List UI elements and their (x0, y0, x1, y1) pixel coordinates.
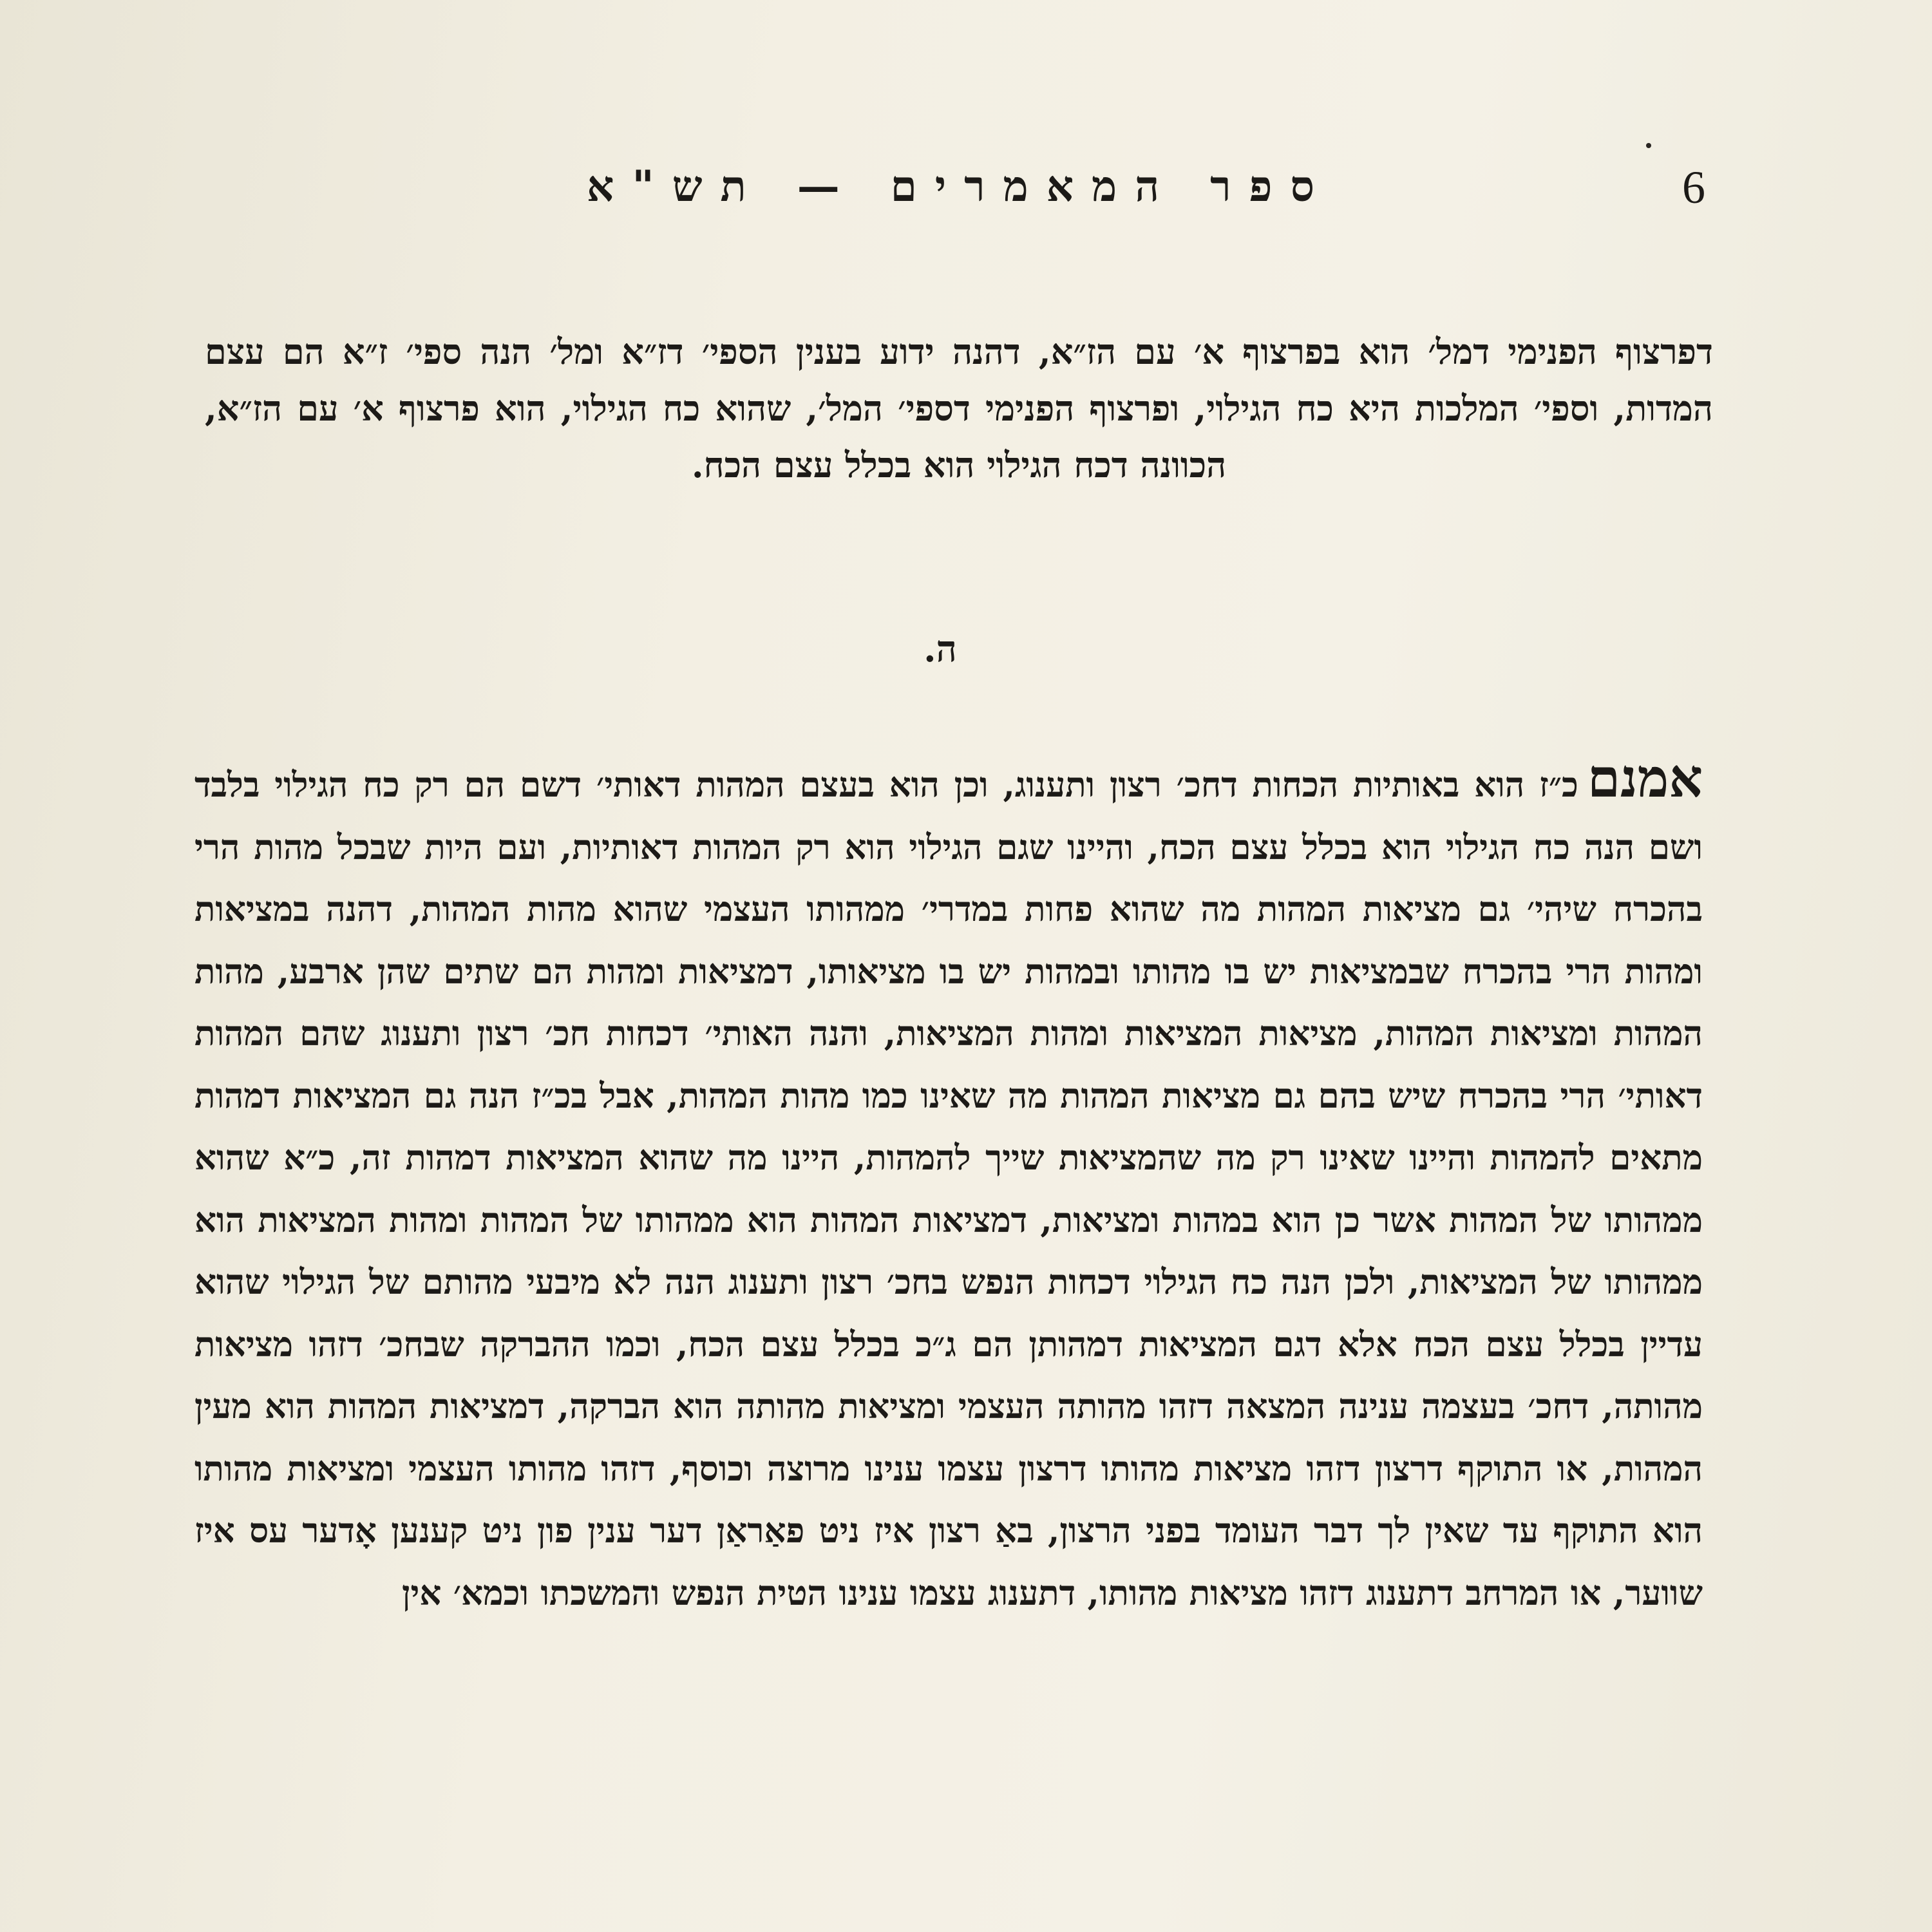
section-body-text: כ״ז הוא באותיות הכחות דחכ׳ רצון ותענוג, וכן הוא בעצם המהות דאותי׳ דשם הם רק כח הגילוי בלבד ושם הנה כח הגילוי הוא בכלל עצם הכח, והיינו שגם הגילוי הוא רק המהות דאותיות, ועם היות שבכל מהות הרי בהכרח שיהי׳ גם מציאות המהות מה שהוא פחות במדרי׳ ממהותו העצמי שהוא מהות המהות, דהנה במציאות ומהות הרי בהכרח שבמציאות יש בו מהותו ובמהות יש בו מציאותו, דמציאות ומהות הם שתים שהן ארבע, מהות המהות ומציאות המהות, מציאות המציאות ומהות המציאות, והנה האותי׳ דכחות חכ׳ רצון ותענוג שהם המהות דאותי׳ הרי בהכרח שיש בהם גם מציאות המהות מה שאינו כמו מהות המהות, אבל בכ״ז הנה גם המציאות דמהות מתאים להמהות והיינו שאינו רק מה שהמציאות שייך להמהות, היינו מה שהוא המציאות דמהות זה, כ״א שהוא ממהותו של המהות אשר כן הוא במהות ומציאות, דמציאות המהות הוא ממהותו של המהות ומהות המציאות הוא ממהותו של המציאות, ולכן הנה כח הגילוי דכחות הנפש בחכ׳ רצון ותענוג הנה לא מיבעי מהותם של הגילוי שהוא עדיין בכלל עצם הכח אלא דגם המציאות דמהותן הם ג״כ בכלל עצם הכח, וכמו ההברקה שבחכ׳ דזהו מציאות מהותה, דחכ׳ בעצמה ענינה המצאה דזהו מהותה העצמי ומציאות מהותה הוא הברקה, דמציאות המהות הוא מעין המהות, או התוקף דרצון דזהו מציאות מהותו דרצון עצמו ענינו מרוצה וכוסף, דזהו מהותו העצמי ומציאות מהותו הוא התוקף עד שאין לך דבר העומד בפני הרצון, באַ רצון איז ניט פאַראַן דער ענין פון ניט קענען אָדער עס איז שווער, או המרחב דתענוג דזהו מציאות מהותו, דתענוג עצמו ענינו הטית הנפש והמשכתו וכמא׳ אין (194, 765, 1703, 1613)
opening-word: אמנם (1587, 748, 1703, 810)
section-marker: ה. (923, 628, 957, 670)
page-number: 6 (1682, 162, 1705, 213)
continued-paragraph: דפרצוף הפנימי דמל׳ הוא בפרצוף א׳ עם הז״א, דהנה ידוע בענין הספי׳ דז״א ומל׳ הנה ספי׳ ז״א הם עצם המדות, וספי׳ המלכות היא כח הגילוי, ופרצוף הפנימי דספי׳ המל׳, שהוא כח הגילוי, הוא פרצוף א׳ עם הז״א, הכוונה דכח הגילוי הוא בכלל עצם הכח. (205, 331, 1713, 486)
running-title: ספר המאמרים — תש"א (586, 161, 1333, 211)
section-body (194, 748, 1703, 1624)
ink-speck (1646, 143, 1651, 148)
